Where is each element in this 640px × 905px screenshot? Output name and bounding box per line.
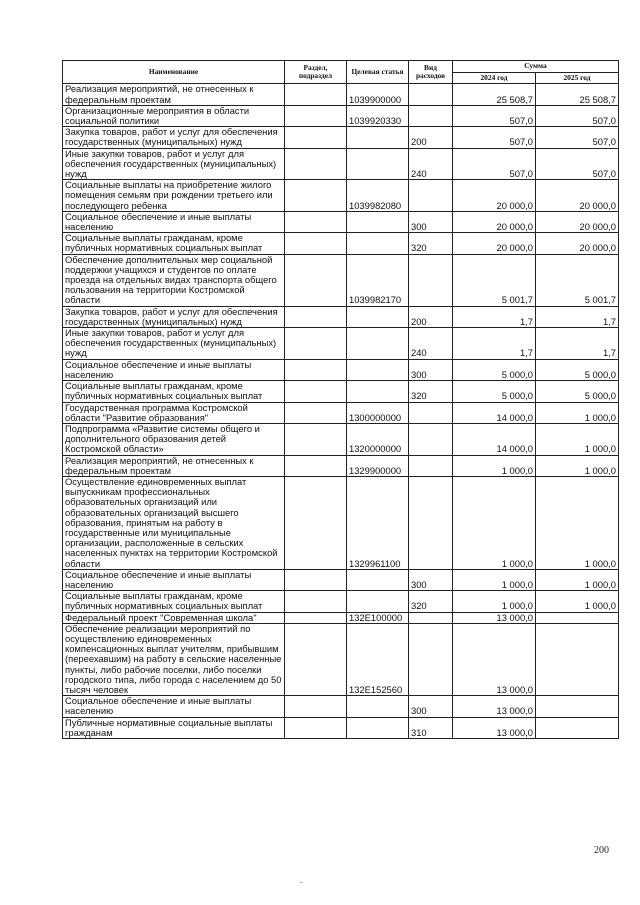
row-vid: 320 [409,591,453,612]
row-sum-2025: 20 000,0 [536,233,619,254]
row-sum-2024: 507,0 [453,105,536,126]
table-row [63,423,619,455]
budget-table [62,60,619,739]
row-razdel [285,381,347,402]
row-name: Социальные выплаты гражданам, кроме публичных нормативных социальных выплат [63,381,285,402]
table-row [63,402,619,423]
row-razdel [285,306,347,327]
row-article [347,569,409,590]
row-razdel [285,127,347,148]
row-sum-2025: 20 000,0 [536,211,619,232]
row-sum-2024: 1 000,0 [453,569,536,590]
table-row [63,254,619,306]
row-razdel [285,423,347,455]
row-sum-2025: 5 000,0 [536,359,619,380]
row-name: Публичные нормативные социальные выплаты гражданам [63,717,285,738]
table-row [63,359,619,380]
table-row [63,455,619,476]
row-name: Иные закупки товаров, работ и услуг для обеспечения государственных (муниципальных) нужд [63,148,285,180]
row-name: Социальные выплаты гражданам, кроме публичных нормативных социальных выплат [63,591,285,612]
table-row [63,233,619,254]
row-sum-2024: 20 000,0 [453,180,536,212]
row-article [347,717,409,738]
row-razdel [285,180,347,212]
row-article [347,211,409,232]
row-sum-2025: 5 001,7 [536,254,619,306]
row-sum-2024: 20 000,0 [453,211,536,232]
row-razdel [285,233,347,254]
row-article [347,148,409,180]
row-vid [409,455,453,476]
row-name: Социальные выплаты гражданам, кроме публичных нормативных социальных выплат [63,233,285,254]
row-razdel [285,105,347,126]
row-vid [409,254,453,306]
row-sum-2024: 14 000,0 [453,402,536,423]
row-razdel [285,476,347,569]
row-sum-2024: 13 000,0 [453,623,536,695]
row-vid: 320 [409,381,453,402]
row-article: 132E100000 [347,612,409,623]
table-row [63,105,619,126]
row-razdel [285,696,347,717]
row-razdel [285,569,347,590]
row-sum-2025 [536,623,619,695]
table-row [63,127,619,148]
row-razdel [285,623,347,695]
row-article [347,359,409,380]
row-vid [409,180,453,212]
header-year-2025: 2025 год [536,73,619,84]
row-razdel [285,254,347,306]
row-sum-2024: 5 000,0 [453,381,536,402]
row-sum-2025 [536,717,619,738]
row-name: Федеральный проект "Современная школа" [63,612,285,623]
scan-speck [300,882,303,883]
row-article [347,306,409,327]
page-number: 200 [594,845,609,856]
header-razdel: Раздел, подраздел [285,61,347,84]
row-sum-2025: 507,0 [536,105,619,126]
header-year-2024: 2024 год [453,73,536,84]
row-sum-2024: 1 000,0 [453,591,536,612]
row-article [347,696,409,717]
row-sum-2025: 1,7 [536,306,619,327]
row-name: Осуществление единовременных выплат выпускникам профессиональных образовательных организаций или образовательных организаций высшего образования, принятым на работу в государственные или муниципальные организации, расположенные в сельских населенных пунктах на территории Костромской области [63,476,285,569]
row-article [347,591,409,612]
row-article: 1039900000 [347,84,409,105]
row-sum-2024: 20 000,0 [453,233,536,254]
row-name: Социальные выплаты на приобретение жилого помещения семьям при рождении третьего или последующего ребенка [63,180,285,212]
row-sum-2024: 13 000,0 [453,696,536,717]
table-row [63,696,619,717]
row-vid: 320 [409,233,453,254]
row-sum-2024: 14 000,0 [453,423,536,455]
row-razdel [285,717,347,738]
row-sum-2024: 5 001,7 [453,254,536,306]
row-sum-2025: 1 000,0 [536,455,619,476]
row-sum-2025: 1 000,0 [536,591,619,612]
row-razdel [285,591,347,612]
table-row [63,591,619,612]
table-header [63,61,619,84]
row-sum-2025: 1 000,0 [536,569,619,590]
row-article: 1320000000 [347,423,409,455]
header-name: Наименование [63,61,285,84]
row-vid [409,423,453,455]
row-sum-2024: 13 000,0 [453,612,536,623]
row-sum-2024: 507,0 [453,127,536,148]
row-razdel [285,402,347,423]
row-sum-2025: 20 000,0 [536,180,619,212]
row-sum-2024: 1 000,0 [453,455,536,476]
row-name: Организационные мероприятия в области социальной политики [63,105,285,126]
row-article: 132E152560 [347,623,409,695]
table-row [63,623,619,695]
row-name: Иные закупки товаров, работ и услуг для обеспечения государственных (муниципальных) нужд [63,328,285,360]
row-razdel [285,455,347,476]
row-article: 1300000000 [347,402,409,423]
header-article: Целевая статья [347,61,409,84]
header-sum: Сумма [453,61,619,73]
table-body [63,84,619,739]
row-article: 1039982170 [347,254,409,306]
row-name: Реализация мероприятий, не отнесенных к федеральным проектам [63,84,285,105]
row-sum-2024: 5 000,0 [453,359,536,380]
row-sum-2024: 1,7 [453,306,536,327]
row-sum-2025: 1,7 [536,328,619,360]
table-row [63,84,619,105]
table-row [63,328,619,360]
row-sum-2025: 5 000,0 [536,381,619,402]
row-sum-2025: 1 000,0 [536,423,619,455]
row-article: 1039982080 [347,180,409,212]
row-name: Закупка товаров, работ и услуг для обеспечения государственных (муниципальных) нужд [63,306,285,327]
row-vid: 300 [409,569,453,590]
row-razdel [285,612,347,623]
row-razdel [285,328,347,360]
row-vid: 300 [409,696,453,717]
row-sum-2025 [536,612,619,623]
row-vid: 300 [409,211,453,232]
row-vid: 300 [409,359,453,380]
row-vid [409,612,453,623]
row-name: Реализация мероприятий, не отнесенных к федеральным проектам [63,455,285,476]
row-razdel [285,359,347,380]
row-article [347,381,409,402]
row-sum-2024: 1 000,0 [453,476,536,569]
row-name: Подпрограмма «Развитие системы общего и дополнительного образования детей Костромской области» [63,423,285,455]
row-vid: 240 [409,148,453,180]
row-sum-2025: 507,0 [536,127,619,148]
row-name: Государственная программа Костромской области "Развитие образования" [63,402,285,423]
row-vid [409,84,453,105]
row-article: 1039920330 [347,105,409,126]
row-razdel [285,211,347,232]
table-row [63,306,619,327]
row-name: Социальное обеспечение и иные выплаты населению [63,569,285,590]
row-vid [409,402,453,423]
row-vid: 240 [409,328,453,360]
row-article: 1329961100 [347,476,409,569]
table-row [63,148,619,180]
row-vid [409,105,453,126]
row-name: Социальное обеспечение и иные выплаты населению [63,359,285,380]
row-sum-2025: 1 000,0 [536,402,619,423]
row-sum-2025: 25 508,7 [536,84,619,105]
row-sum-2024: 1,7 [453,328,536,360]
row-article [347,328,409,360]
row-article [347,233,409,254]
row-vid [409,623,453,695]
row-sum-2025: 507,0 [536,148,619,180]
row-article: 1329900000 [347,455,409,476]
row-vid [409,476,453,569]
row-name: Социальное обеспечение и иные выплаты населению [63,696,285,717]
table-row [63,180,619,212]
row-razdel [285,84,347,105]
row-sum-2024: 507,0 [453,148,536,180]
header-vid: Вид расходов [409,61,453,84]
row-name: Социальное обеспечение и иные выплаты населению [63,211,285,232]
row-sum-2024: 25 508,7 [453,84,536,105]
row-vid: 200 [409,306,453,327]
table-row [63,569,619,590]
table-row [63,381,619,402]
table-row [63,211,619,232]
row-sum-2025: 1 000,0 [536,476,619,569]
row-sum-2025 [536,696,619,717]
row-name: Обеспечение реализации мероприятий по осуществлению единовременных компенсационных выплат учителям, прибывшим (переехавшим) на работу в сельские населенные пункты, либо рабочие поселки, либо поселки городского типа, либо города с населением до 50 тысяч человек [63,623,285,695]
row-sum-2024: 13 000,0 [453,717,536,738]
row-name: Закупка товаров, работ и услуг для обеспечения государственных (муниципальных) нужд [63,127,285,148]
row-name: Обеспечение дополнительных мер социальной поддержки учащихся и студентов по оплате проезда на отдельных видах транспорта общего пользования на территории Костромской области [63,254,285,306]
row-razdel [285,148,347,180]
row-vid: 310 [409,717,453,738]
table-row [63,612,619,623]
table-row [63,717,619,738]
row-vid: 200 [409,127,453,148]
table-row [63,476,619,569]
row-article [347,127,409,148]
